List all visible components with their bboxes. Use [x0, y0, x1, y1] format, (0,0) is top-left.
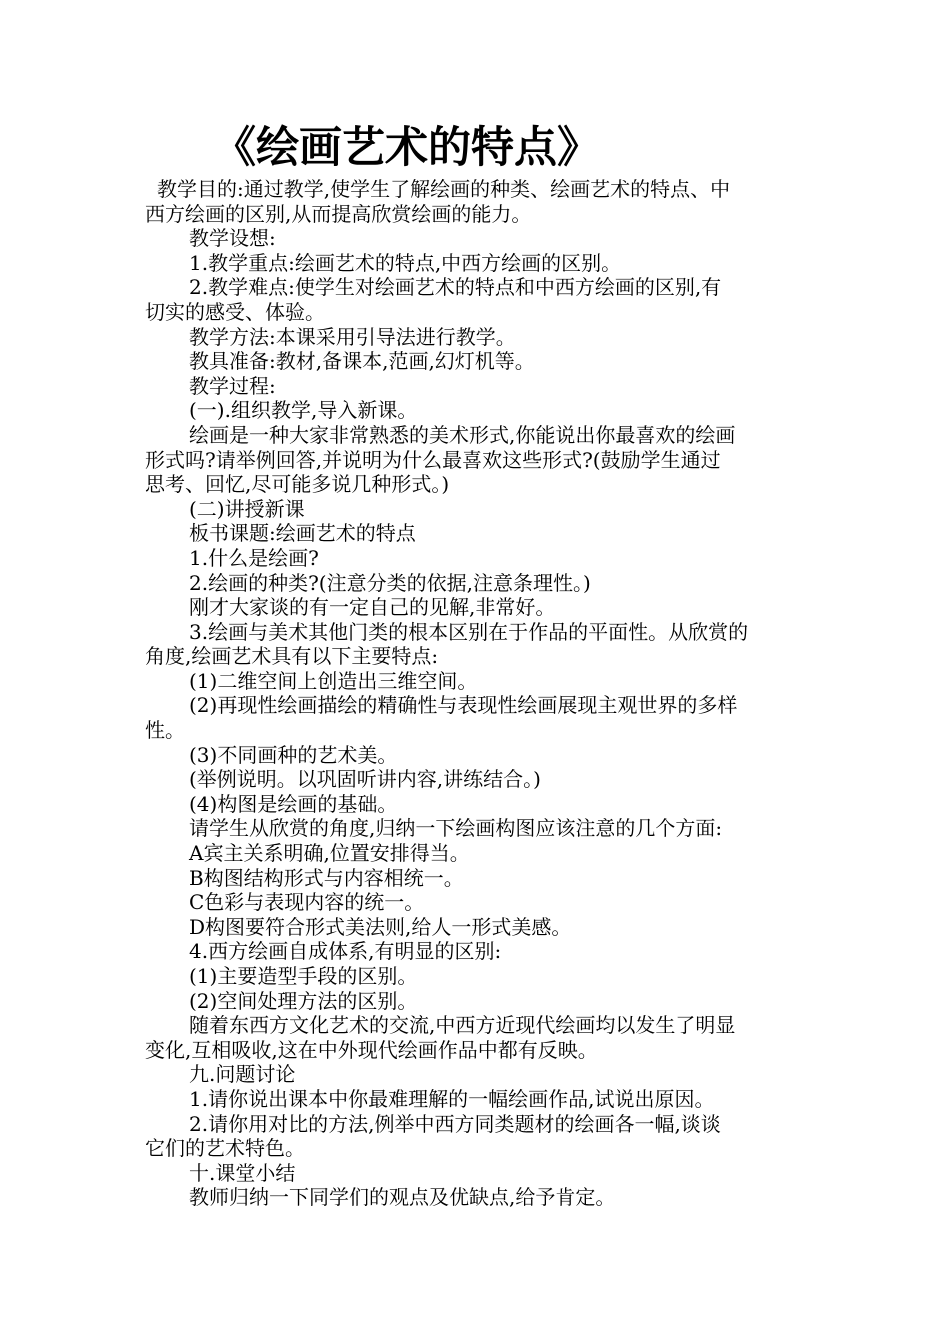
paragraph-line: (举例说明。以巩固听讲内容,讲练结合。) [189, 767, 541, 792]
paragraph-line: (一).组织教学,导入新课。 [189, 398, 418, 423]
paragraph-line: 教学目的:通过教学,使学生了解绘画的种类、绘画艺术的特点、中 [157, 177, 731, 201]
paragraph-line: 1.教学重点:绘画艺术的特点,中西方绘画的区别。 [189, 250, 622, 275]
paragraph-line: 2.绘画的种类?(注意分类的依据,注意条理性。) [189, 570, 591, 595]
paragraph-line: 性。 [145, 718, 185, 743]
paragraph-line: 3.绘画与美术其他门类的根本区别在于作品的平面性。从欣赏的 [189, 619, 749, 644]
paragraph-line: 教师归纳一下同学们的观点及优缺点,给予肯定。 [189, 1185, 616, 1210]
paragraph-line: 2.教学难点:使学生对绘画艺术的特点和中西方绘画的区别,有 [189, 275, 722, 300]
paragraph-line: 随着东西方文化艺术的交流,中西方近现代绘画均以发生了明显 [189, 1013, 736, 1038]
paragraph-line: 刚才大家谈的有一定自己的见解,非常好。 [189, 595, 556, 620]
paragraph-line: 4.西方绘画自成体系,有明显的区别: [189, 939, 502, 964]
document-title: 《绘画艺术的特点》 [213, 123, 600, 173]
paragraph-line: 西方绘画的区别,从而提高欣赏绘画的能力。 [145, 201, 532, 226]
paragraph-line: (1)二维空间上创造出三维空间。 [189, 668, 478, 693]
paragraph-line: 教具准备:教材,备课本,范画,幻灯机等。 [189, 349, 535, 374]
paragraph-line: 九.问题讨论 [189, 1062, 296, 1087]
paragraph-line: (1)主要造型手段的区别。 [189, 964, 418, 988]
paragraph-line: 教学方法:本课采用引导法进行教学。 [189, 324, 516, 349]
paragraph-line: 切实的感受、体验。 [145, 299, 325, 324]
paragraph-line: 1.什么是绘画? [189, 545, 319, 570]
paragraph-line: (4)构图是绘画的基础。 [189, 791, 398, 816]
paragraph-line: 教学设想: [189, 226, 276, 251]
paragraph-line: (2)空间处理方法的区别。 [189, 988, 418, 1013]
document-body [145, 177, 810, 1210]
paragraph-line: 十.课堂小结 [189, 1160, 296, 1185]
paragraph-line: 变化,互相吸收,这在中外现代绘画作品中都有反映。 [145, 1037, 598, 1062]
paragraph-line: C色彩与表现内容的统一。 [189, 890, 425, 915]
paragraph-line: 1.请你说出课本中你最难理解的一幅绘画作品,试说出原因。 [189, 1086, 715, 1111]
paragraph-line: 角度,绘画艺术具有以下主要特点: [145, 644, 439, 669]
paragraph-line: 形式吗?请举例回答,并说明为什么最喜欢这些形式?(鼓励学生通过 [145, 447, 721, 472]
paragraph-line: 思考、回忆,尽可能多说几种形式。) [145, 472, 450, 497]
paragraph-line: A宾主关系明确,位置安排得当。 [189, 841, 470, 866]
paragraph-line: (3)不同画种的艺术美。 [189, 742, 398, 767]
paragraph-line: (二)讲授新课 [189, 496, 305, 521]
paragraph-line: 板书课题:绘画艺术的特点 [189, 521, 416, 546]
paragraph-line: D构图要符合形式美法则,给人一形式美感。 [189, 914, 572, 939]
paragraph-line: 它们的艺术特色。 [145, 1136, 305, 1161]
paragraph-line: (2)再现性绘画描绘的精确性与表现性绘画展现主观世界的多样 [189, 693, 738, 718]
paragraph-line: 请学生从欣赏的角度,归纳一下绘画构图应该注意的几个方面: [189, 816, 723, 841]
paragraph-line: 绘画是一种大家非常熟悉的美术形式,你能说出你最喜欢的绘画 [189, 422, 736, 447]
paragraph-line: 教学过程: [189, 373, 276, 398]
paragraph-line: 2.请你用对比的方法,例举中西方同类题材的绘画各一幅,谈谈 [189, 1111, 721, 1136]
paragraph-line: B构图结构形式与内容相统一。 [189, 865, 464, 890]
